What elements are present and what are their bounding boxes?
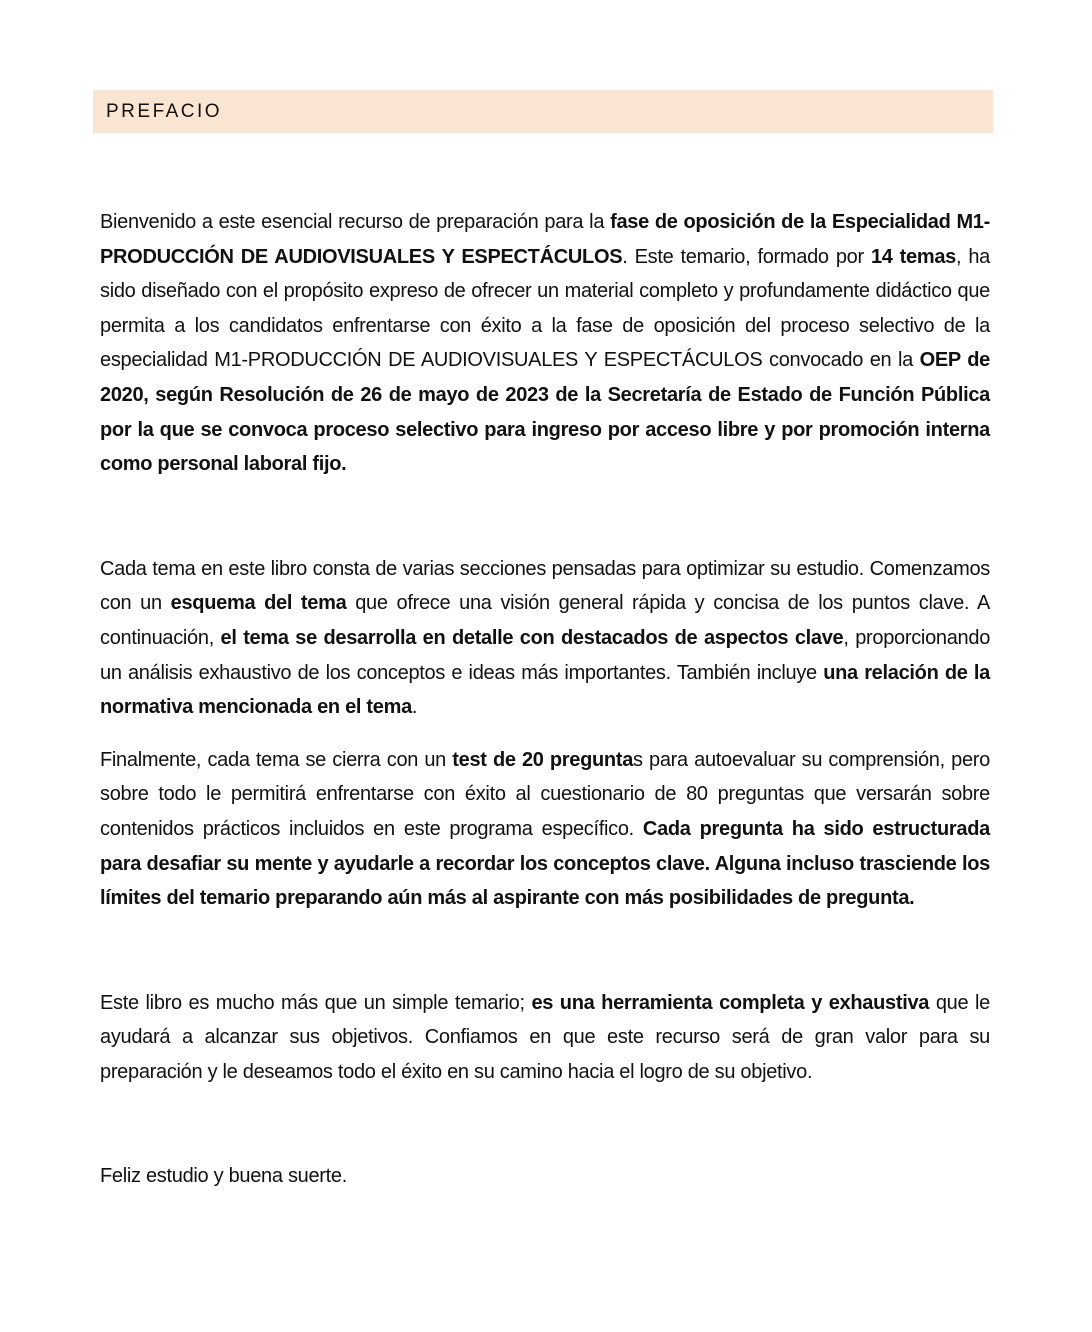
paragraph-book-structure xyxy=(100,552,990,725)
document-body xyxy=(93,133,993,1194)
bold-text-run: 14 temas xyxy=(870,245,956,268)
text-run: . Este temario, formado por xyxy=(622,245,871,268)
text-run: que le ayudará a alcanzar sus objetivos. Confiamos en que este recurso será de gran valor para su preparación y le deseamos todo el éxito en su camino hacia el logro de su objetivo. xyxy=(100,991,990,1083)
text-run: . xyxy=(411,696,418,719)
text-run: Feliz estudio y buena suerte. xyxy=(100,1165,348,1188)
text-run: que ofrece una visión general rápida y concisa de los puntos clave. A continuación, xyxy=(100,592,990,649)
bold-text-run: test de 20 pregunta xyxy=(452,748,634,771)
bold-text-run: Cada pregunta ha sido estructurada para desafiar su mente y ayudarle a recordar los conceptos clave. Alguna incluso trasciende los límites del temario preparando aún más al aspirante con más posibilidades de pregunta. xyxy=(100,817,990,910)
paragraph-welcome xyxy=(100,205,990,482)
text-run: , ha sido diseñado con el propósito expreso de ofrecer un material completo y profundamente didáctico que permita a los candidatos enfrentarse con éxito a la fase de oposición del proceso selectivo de la especialidad M1-PRODUCCIÓN DE AUDIOVISUALES Y ESPECTÁCULOS convocado en la xyxy=(100,245,990,372)
text-run: Cada tema en este libro consta de varias secciones pensadas para optimizar su estudio. Comenzamos con un xyxy=(100,557,990,615)
bold-text-run: esquema del tema xyxy=(170,592,347,615)
text-run: Bienvenido a este esencial recurso de preparación para la xyxy=(100,211,611,233)
bold-text-run: el tema se desarrolla en detalle con destacados de aspectos clave xyxy=(220,626,844,649)
bold-text-run: es una herramienta completa y exhaustiva xyxy=(531,991,930,1014)
text-run: , proporcionando un análisis exhaustivo de los conceptos e ideas más importantes. También incluye xyxy=(100,626,991,684)
bold-text-run: OEP de 2020, según Resolución de 26 de mayo de 2023 de la Secretaría de Estado de Función Pública por la que se convoca proceso selectivo para ingreso por acceso libre y por promoción interna como personal laboral fijo. xyxy=(100,349,990,476)
paragraph-book-value xyxy=(100,986,990,1090)
section-header xyxy=(93,90,993,133)
bold-text-run: fase de oposición de la Especialidad M1-PRODUCCIÓN DE AUDIOVISUALES Y ESPECTÁCULOS xyxy=(100,211,990,268)
section-title: PREFACIO xyxy=(106,100,223,122)
text-run: Este libro es mucho más que un simple temario; xyxy=(100,991,532,1014)
text-run: Finalmente, cada tema se cierra con un xyxy=(100,748,453,771)
text-run: s para autoevaluar su comprensión, pero sobre todo le permitirá enfrentarse con éxito al cuestionario de 80 preguntas que versarán sobre contenidos prácticos incluidos en este programa específico. xyxy=(100,748,990,840)
paragraph-test-description xyxy=(100,743,990,916)
paragraph-farewell xyxy=(100,1159,990,1194)
bold-text-run: una relación de la normativa mencionada en el tema xyxy=(100,661,991,719)
